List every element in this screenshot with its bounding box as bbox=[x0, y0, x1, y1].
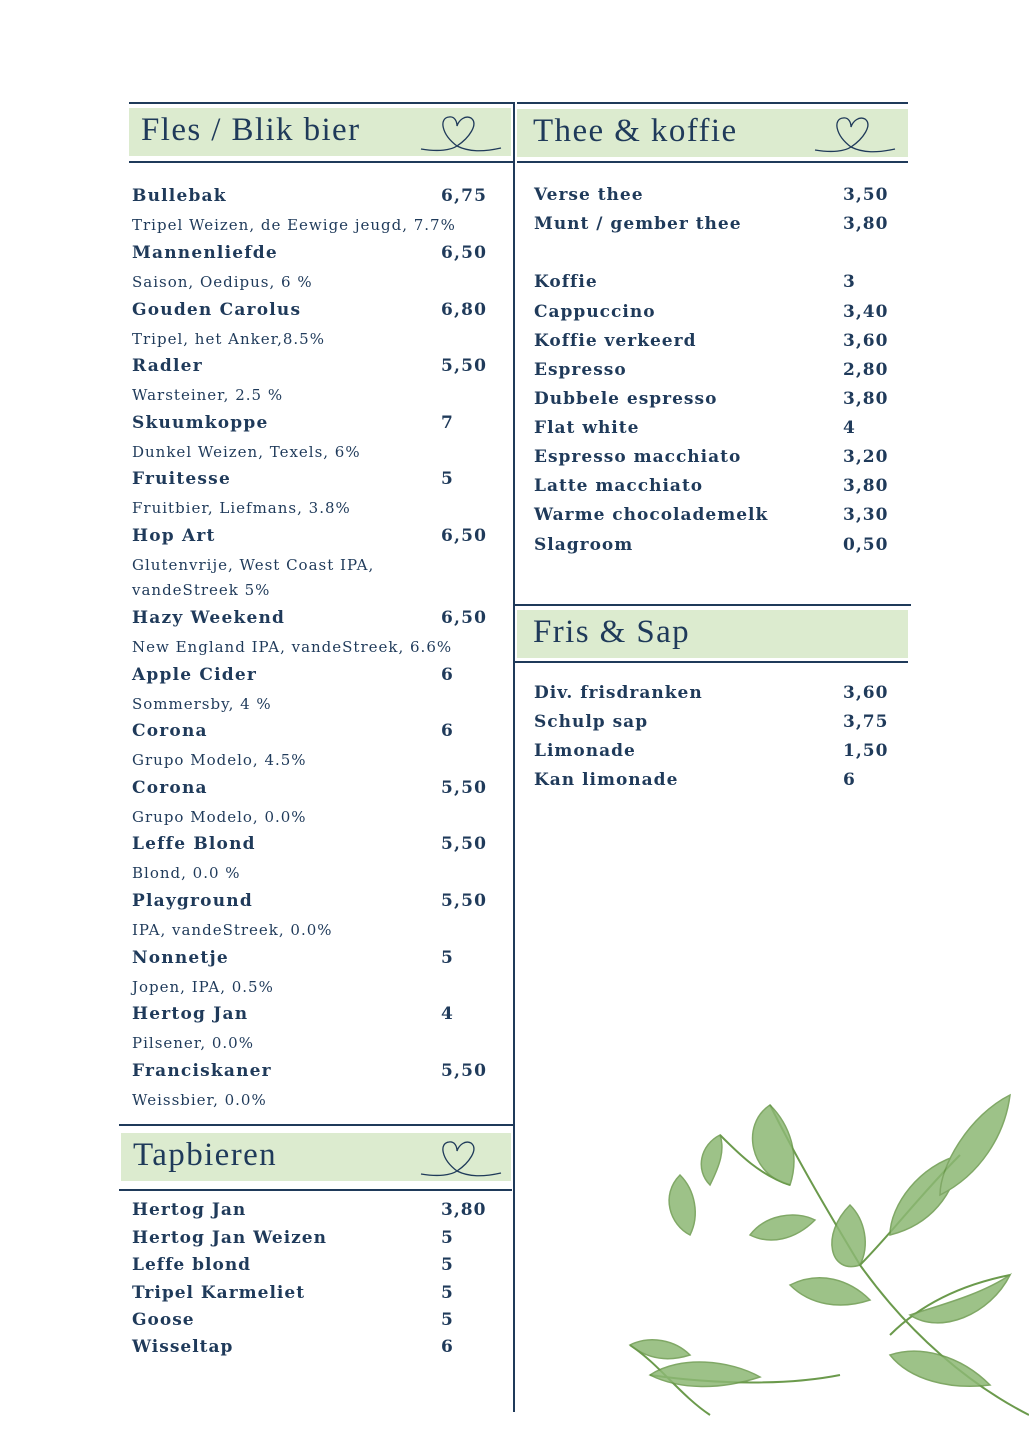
tap-item bbox=[132, 1255, 492, 1279]
fris-header bbox=[517, 610, 908, 658]
item-name: Radler bbox=[132, 356, 203, 376]
thee-item bbox=[534, 331, 894, 355]
item-price: 3,30 bbox=[843, 505, 889, 525]
item-price: 6,50 bbox=[441, 608, 488, 628]
heart-icon bbox=[813, 113, 897, 155]
item-name: Hop Art bbox=[132, 526, 216, 546]
tap-header-topline bbox=[119, 1124, 514, 1126]
item-name: Franciskaner bbox=[132, 1061, 272, 1081]
thee-item bbox=[534, 360, 894, 384]
thee-item bbox=[534, 418, 894, 442]
heart-icon bbox=[419, 1137, 503, 1179]
item-price: 1,50 bbox=[843, 741, 889, 761]
tap-item bbox=[132, 1200, 492, 1224]
tap-item bbox=[132, 1283, 492, 1307]
item-name: Espresso macchiato bbox=[534, 447, 742, 467]
tap-title: Tapbieren bbox=[133, 1137, 278, 1173]
thee-item bbox=[534, 535, 894, 559]
item-price: 3,80 bbox=[843, 214, 889, 234]
fris-header-topline bbox=[515, 604, 911, 606]
item-price: 6,50 bbox=[441, 243, 488, 263]
fris-header-underline bbox=[515, 661, 908, 663]
item-price: 5 bbox=[441, 469, 455, 489]
item-description: Dunkel Weizen, Texels, 6% bbox=[132, 443, 361, 461]
item-name: Skuumkoppe bbox=[132, 413, 269, 433]
thee-title: Thee & koffie bbox=[533, 113, 738, 149]
fles-header bbox=[129, 108, 511, 156]
item-price: 6 bbox=[843, 770, 856, 790]
item-price: 3 bbox=[843, 272, 856, 292]
item-description: IPA, vandeStreek, 0.0% bbox=[132, 921, 333, 939]
item-description: Blond, 0.0 % bbox=[132, 864, 241, 882]
item-name: Latte macchiato bbox=[534, 476, 704, 496]
top-rule-left bbox=[129, 102, 514, 104]
item-name: Hertog Jan bbox=[132, 1200, 247, 1220]
item-name: Mannenliefde bbox=[132, 243, 278, 263]
item-description: Warsteiner, 2.5 % bbox=[132, 386, 284, 404]
item-name: Munt / gember thee bbox=[534, 214, 742, 234]
tap-item bbox=[132, 1337, 492, 1361]
item-price: 5 bbox=[441, 1283, 454, 1303]
item-name: Schulp sap bbox=[534, 712, 649, 732]
thee-item bbox=[534, 185, 894, 209]
thee-item bbox=[534, 302, 894, 326]
item-description: Saison, Oedipus, 6 % bbox=[132, 273, 313, 291]
item-price: 4 bbox=[441, 1004, 455, 1024]
item-name: Flat white bbox=[534, 418, 640, 438]
item-name: Corona bbox=[132, 721, 208, 741]
item-description: Tripel, het Anker,8.5% bbox=[132, 330, 325, 348]
item-description: Jopen, IPA, 0.5% bbox=[132, 978, 274, 996]
thee-item bbox=[534, 214, 894, 238]
item-name: Kan limonade bbox=[534, 770, 679, 790]
item-description: Grupo Modelo, 0.0% bbox=[132, 808, 307, 826]
item-description: Weissbier, 0.0% bbox=[132, 1091, 267, 1109]
item-description: Grupo Modelo, 4.5% bbox=[132, 751, 307, 769]
tap-item bbox=[132, 1310, 492, 1334]
item-name: Bullebak bbox=[132, 186, 227, 206]
item-price: 4 bbox=[843, 418, 856, 438]
fris-item bbox=[534, 741, 894, 765]
item-price: 5,50 bbox=[441, 1061, 488, 1081]
thee-item bbox=[534, 389, 894, 413]
item-name: Hazy Weekend bbox=[132, 608, 286, 628]
item-price: 7 bbox=[441, 413, 455, 433]
item-price: 6,80 bbox=[441, 300, 488, 320]
thee-header-underline bbox=[517, 161, 908, 163]
item-name: Hertog Jan bbox=[132, 1004, 249, 1024]
tap-header bbox=[121, 1133, 511, 1181]
item-price: 5 bbox=[441, 948, 455, 968]
item-price: 6 bbox=[441, 665, 455, 685]
fris-item bbox=[534, 770, 894, 794]
thee-item bbox=[534, 272, 894, 296]
item-name: Tripel Karmeliet bbox=[132, 1283, 306, 1303]
item-name: Slagroom bbox=[534, 535, 634, 555]
thee-header bbox=[517, 109, 908, 157]
item-price: 3,40 bbox=[843, 302, 889, 322]
item-description: Fruitbier, Liefmans, 3.8% bbox=[132, 499, 351, 517]
item-price: 3,80 bbox=[441, 1200, 487, 1220]
item-price: 5 bbox=[441, 1255, 454, 1275]
item-price: 5,50 bbox=[441, 834, 488, 854]
fris-title: Fris & Sap bbox=[533, 614, 691, 650]
fles-header-underline bbox=[129, 161, 514, 163]
item-price: 3,80 bbox=[843, 476, 889, 496]
thee-item bbox=[534, 447, 894, 471]
item-name: Warme chocolademelk bbox=[534, 505, 769, 525]
heart-icon bbox=[419, 112, 503, 154]
item-price: 5,50 bbox=[441, 356, 488, 376]
item-name: Apple Cider bbox=[132, 665, 258, 685]
tap-header-underline bbox=[119, 1189, 512, 1191]
item-description: Tripel Weizen, de Eewige jeugd, 7.7% bbox=[132, 216, 456, 234]
column-divider bbox=[513, 102, 515, 1412]
item-price: 5 bbox=[441, 1310, 454, 1330]
item-name: Verse thee bbox=[534, 185, 644, 205]
item-name: Wisseltap bbox=[132, 1337, 234, 1357]
leaves-illustration bbox=[590, 1085, 1029, 1440]
item-name: Koffie bbox=[534, 272, 598, 292]
item-price: 5 bbox=[441, 1228, 454, 1248]
item-price: 3,60 bbox=[843, 683, 889, 703]
item-name: Corona bbox=[132, 778, 208, 798]
item-name: Koffie verkeerd bbox=[534, 331, 697, 351]
item-price: 3,75 bbox=[843, 712, 889, 732]
item-name: Goose bbox=[132, 1310, 195, 1330]
item-name: Espresso bbox=[534, 360, 627, 380]
item-name: Fruitesse bbox=[132, 469, 231, 489]
item-description: Pilsener, 0.0% bbox=[132, 1034, 254, 1052]
item-price: 2,80 bbox=[843, 360, 889, 380]
fles-title: Fles / Blik bier bbox=[141, 112, 361, 148]
item-name: Nonnetje bbox=[132, 948, 229, 968]
item-price: 6,50 bbox=[441, 526, 488, 546]
item-price: 6,75 bbox=[441, 186, 488, 206]
item-price: 3,80 bbox=[843, 389, 889, 409]
item-price: 5,50 bbox=[441, 891, 488, 911]
item-price: 6 bbox=[441, 1337, 454, 1357]
top-rule-right bbox=[517, 102, 908, 104]
thee-item bbox=[534, 505, 894, 529]
item-name: Cappuccino bbox=[534, 302, 656, 322]
item-name: Limonade bbox=[534, 741, 636, 761]
item-name: Hertog Jan Weizen bbox=[132, 1228, 327, 1248]
item-description: New England IPA, vandeStreek, 6.6% bbox=[132, 638, 453, 656]
item-description: Sommersby, 4 % bbox=[132, 695, 272, 713]
item-price: 3,60 bbox=[843, 331, 889, 351]
item-name: Playground bbox=[132, 891, 253, 911]
item-price: 5,50 bbox=[441, 778, 488, 798]
item-name: Leffe blond bbox=[132, 1255, 252, 1275]
item-name: Leffe Blond bbox=[132, 834, 256, 854]
fris-item bbox=[534, 683, 894, 707]
item-price: 3,50 bbox=[843, 185, 889, 205]
thee-item bbox=[534, 476, 894, 500]
fris-item bbox=[534, 712, 894, 736]
item-name: Gouden Carolus bbox=[132, 300, 302, 320]
item-description: Glutenvrije, West Coast IPA, vandeStreek 5% bbox=[132, 556, 375, 599]
item-name: Div. frisdranken bbox=[534, 683, 703, 703]
item-name: Dubbele espresso bbox=[534, 389, 718, 409]
item-price: 0,50 bbox=[843, 535, 889, 555]
item-price: 3,20 bbox=[843, 447, 889, 467]
item-price: 6 bbox=[441, 721, 455, 741]
tap-item bbox=[132, 1228, 492, 1252]
